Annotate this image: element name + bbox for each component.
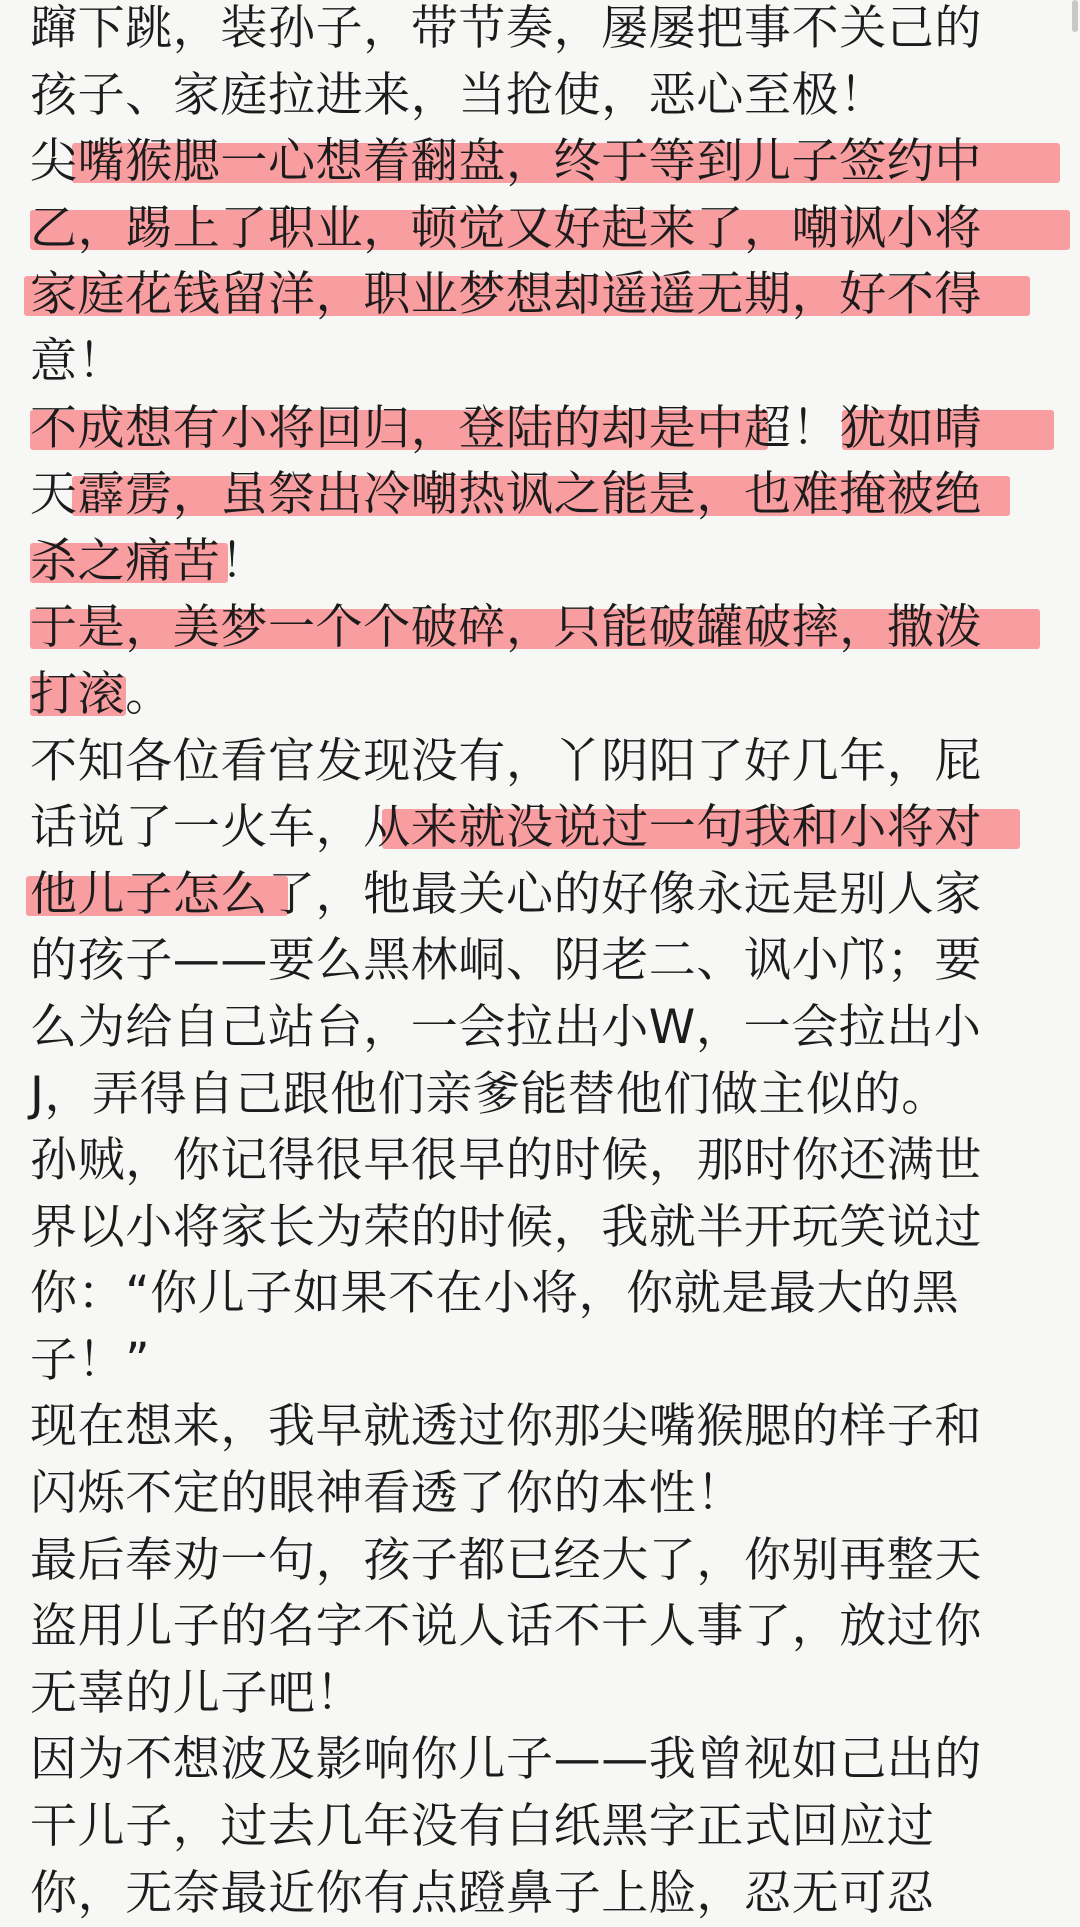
text-line: 不成想有小将回归，登陆的却是中超！犹如晴 bbox=[30, 396, 1050, 463]
text-line: 孙贼，你记得很早很早的时候，那时你还满世 bbox=[30, 1133, 982, 1189]
text-line: 无辜的儿子吧！ bbox=[30, 1665, 364, 1721]
text-line: 意！ bbox=[30, 333, 126, 389]
article-text bbox=[30, 0, 1050, 1927]
text-line: 界以小将家长为荣的时候，我就半开玩笑说过 bbox=[30, 1199, 982, 1255]
text-line: 你：“你儿子如果不在小将，你就是最大的黑 bbox=[30, 1266, 960, 1322]
scrollbar-thumb[interactable] bbox=[1072, 0, 1078, 32]
text-line: 家庭花钱留洋，职业梦想却遥遥无期，好不得 bbox=[30, 262, 1050, 329]
text-line: 么为给自己站台，一会拉出小W，一会拉出小 bbox=[30, 999, 982, 1055]
text-line: 现在想来，我早就透过你那尖嘴猴腮的样子和 bbox=[30, 1399, 982, 1455]
text-line: 最后奉劝一句，孩子都已经大了，你别再整天 bbox=[30, 1532, 982, 1588]
text-line: 盗用儿子的名字不说人话不干人事了，放过你 bbox=[30, 1599, 982, 1655]
text-line: 你，无奈最近你有点蹬鼻子上脸，忍无可忍 bbox=[30, 1865, 935, 1921]
text-line: 孩子、家庭拉进来，当抢使，恶心至极！ bbox=[30, 67, 887, 123]
text-line: 话说了一火车，从来就没说过一句我和小将对 bbox=[30, 795, 1050, 862]
text-line: 乙，踢上了职业，顿觉又好起来了，嘲讽小将 bbox=[30, 196, 1050, 263]
text-line: 不知各位看官发现没有，丫阴阳了好几年，屁 bbox=[30, 733, 982, 789]
text-line: 闪烁不定的眼神看透了你的本性！ bbox=[30, 1466, 744, 1522]
text-line: 的孩子——要么黑林峒、阴老二、讽小邝；要 bbox=[30, 933, 982, 989]
text-line: 尖嘴猴腮一心想着翻盘，终于等到儿子签约中 bbox=[30, 129, 1050, 196]
text-line: 于是，美梦一个个破碎，只能破罐破摔，撒泼 bbox=[30, 595, 1050, 662]
text-line: 他儿子怎么了，牠最关心的好像永远是别人家 bbox=[30, 862, 1050, 929]
text-line: 干儿子，过去几年没有白纸黑字正式回应过 bbox=[30, 1799, 935, 1855]
text-line: 子！” bbox=[30, 1332, 151, 1388]
text-line: J，弄得自己跟他们亲爹能替他们做主似的。 bbox=[30, 1066, 949, 1122]
text-line: 杀之痛苦！ bbox=[30, 533, 268, 589]
text-line: 因为不想波及影响你儿子——我曾视如己出的 bbox=[30, 1732, 982, 1788]
text-line: 打滚。 bbox=[30, 666, 173, 722]
text-line: 天霹雳，虽祭出冷嘲热讽之能是，也难掩被绝 bbox=[30, 462, 1050, 529]
text-line: 蹿下跳，装孙子，带节奏，屡屡把事不关己的 bbox=[30, 1, 982, 56]
